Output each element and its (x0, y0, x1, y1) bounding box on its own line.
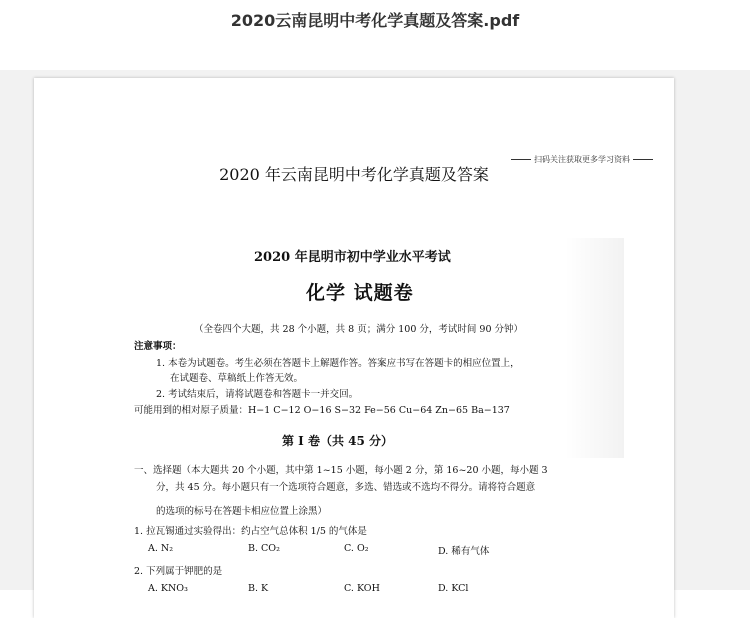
pdf-page (34, 78, 674, 618)
q1-option-a: A. N₂ (148, 543, 174, 554)
exam-name: 2020 年昆明市初中学业水平考试 (254, 250, 451, 265)
notes-label: 注意事项： (134, 341, 182, 352)
section-title: 第 I 卷（共 45 分） (282, 434, 394, 448)
question-1-options (148, 543, 578, 557)
page-title: 2020 年云南昆明中考化学真题及答案 (219, 165, 489, 184)
q1-option-b: B. CO₂ (248, 543, 280, 554)
dash-left (511, 159, 531, 160)
question-2-options (148, 583, 578, 597)
q2-option-a: A. KNO₃ (148, 583, 188, 594)
dash-right (633, 159, 653, 160)
section-instructions: 一、选择题（本大题共 20 个小题，其中第 1~15 小题，每小题 2 分，第 16~20 小题，每小题 3 (134, 465, 548, 476)
note-1: 1. 本卷为试题卷。考生必须在答题卡上解题作答。答案应书写在答题卡的相应位置上， (156, 358, 520, 369)
scanned-exam (134, 238, 604, 618)
question-1: 1. 拉瓦锡通过实验得出：约占空气总体积 1/5 的气体是 (134, 526, 367, 537)
q1-option-c: C. O₂ (344, 543, 369, 554)
scan-tag-text: 扫码关注获取更多学习资料 (534, 155, 630, 164)
atomic-mass: 可能用到的相对原子质量：H−1 C−12 O−16 S−32 Fe−56 Cu−64 Zn−65 Ba−137 (134, 405, 510, 416)
q2-option-c: C. KOH (344, 583, 380, 594)
section-instructions-3: 的选项的标号在答题卡相应位置上涂黑） (156, 506, 328, 517)
section-instructions-2: 分，共 45 分。每小题只有一个选项符合题意，多选、错选或不选均不得分。请将符合题意 (156, 482, 536, 493)
exam-summary: （全卷四个大题，共 28 个小题，共 8 页；满分 100 分，考试时间 90 分钟） (194, 324, 524, 335)
question-2: 2. 下列属于钾肥的是 (134, 566, 223, 577)
q2-option-d: D. KCl (438, 583, 469, 594)
q2-option-b: B. K (248, 583, 269, 594)
q1-option-d: D. 稀有气体 (438, 546, 490, 557)
note-2: 2. 考试结束后，请将试题卷和答题卡一并交回。 (156, 389, 359, 400)
document-title: 2020云南昆明中考化学真题及答案.pdf (230, 11, 520, 30)
scan-shadow (564, 238, 624, 458)
note-1-cont: 在试题卷、草稿纸上作答无效。 (170, 373, 304, 384)
exam-subject: 化学 试题卷 (306, 282, 414, 304)
viewer-header (0, 0, 750, 70)
